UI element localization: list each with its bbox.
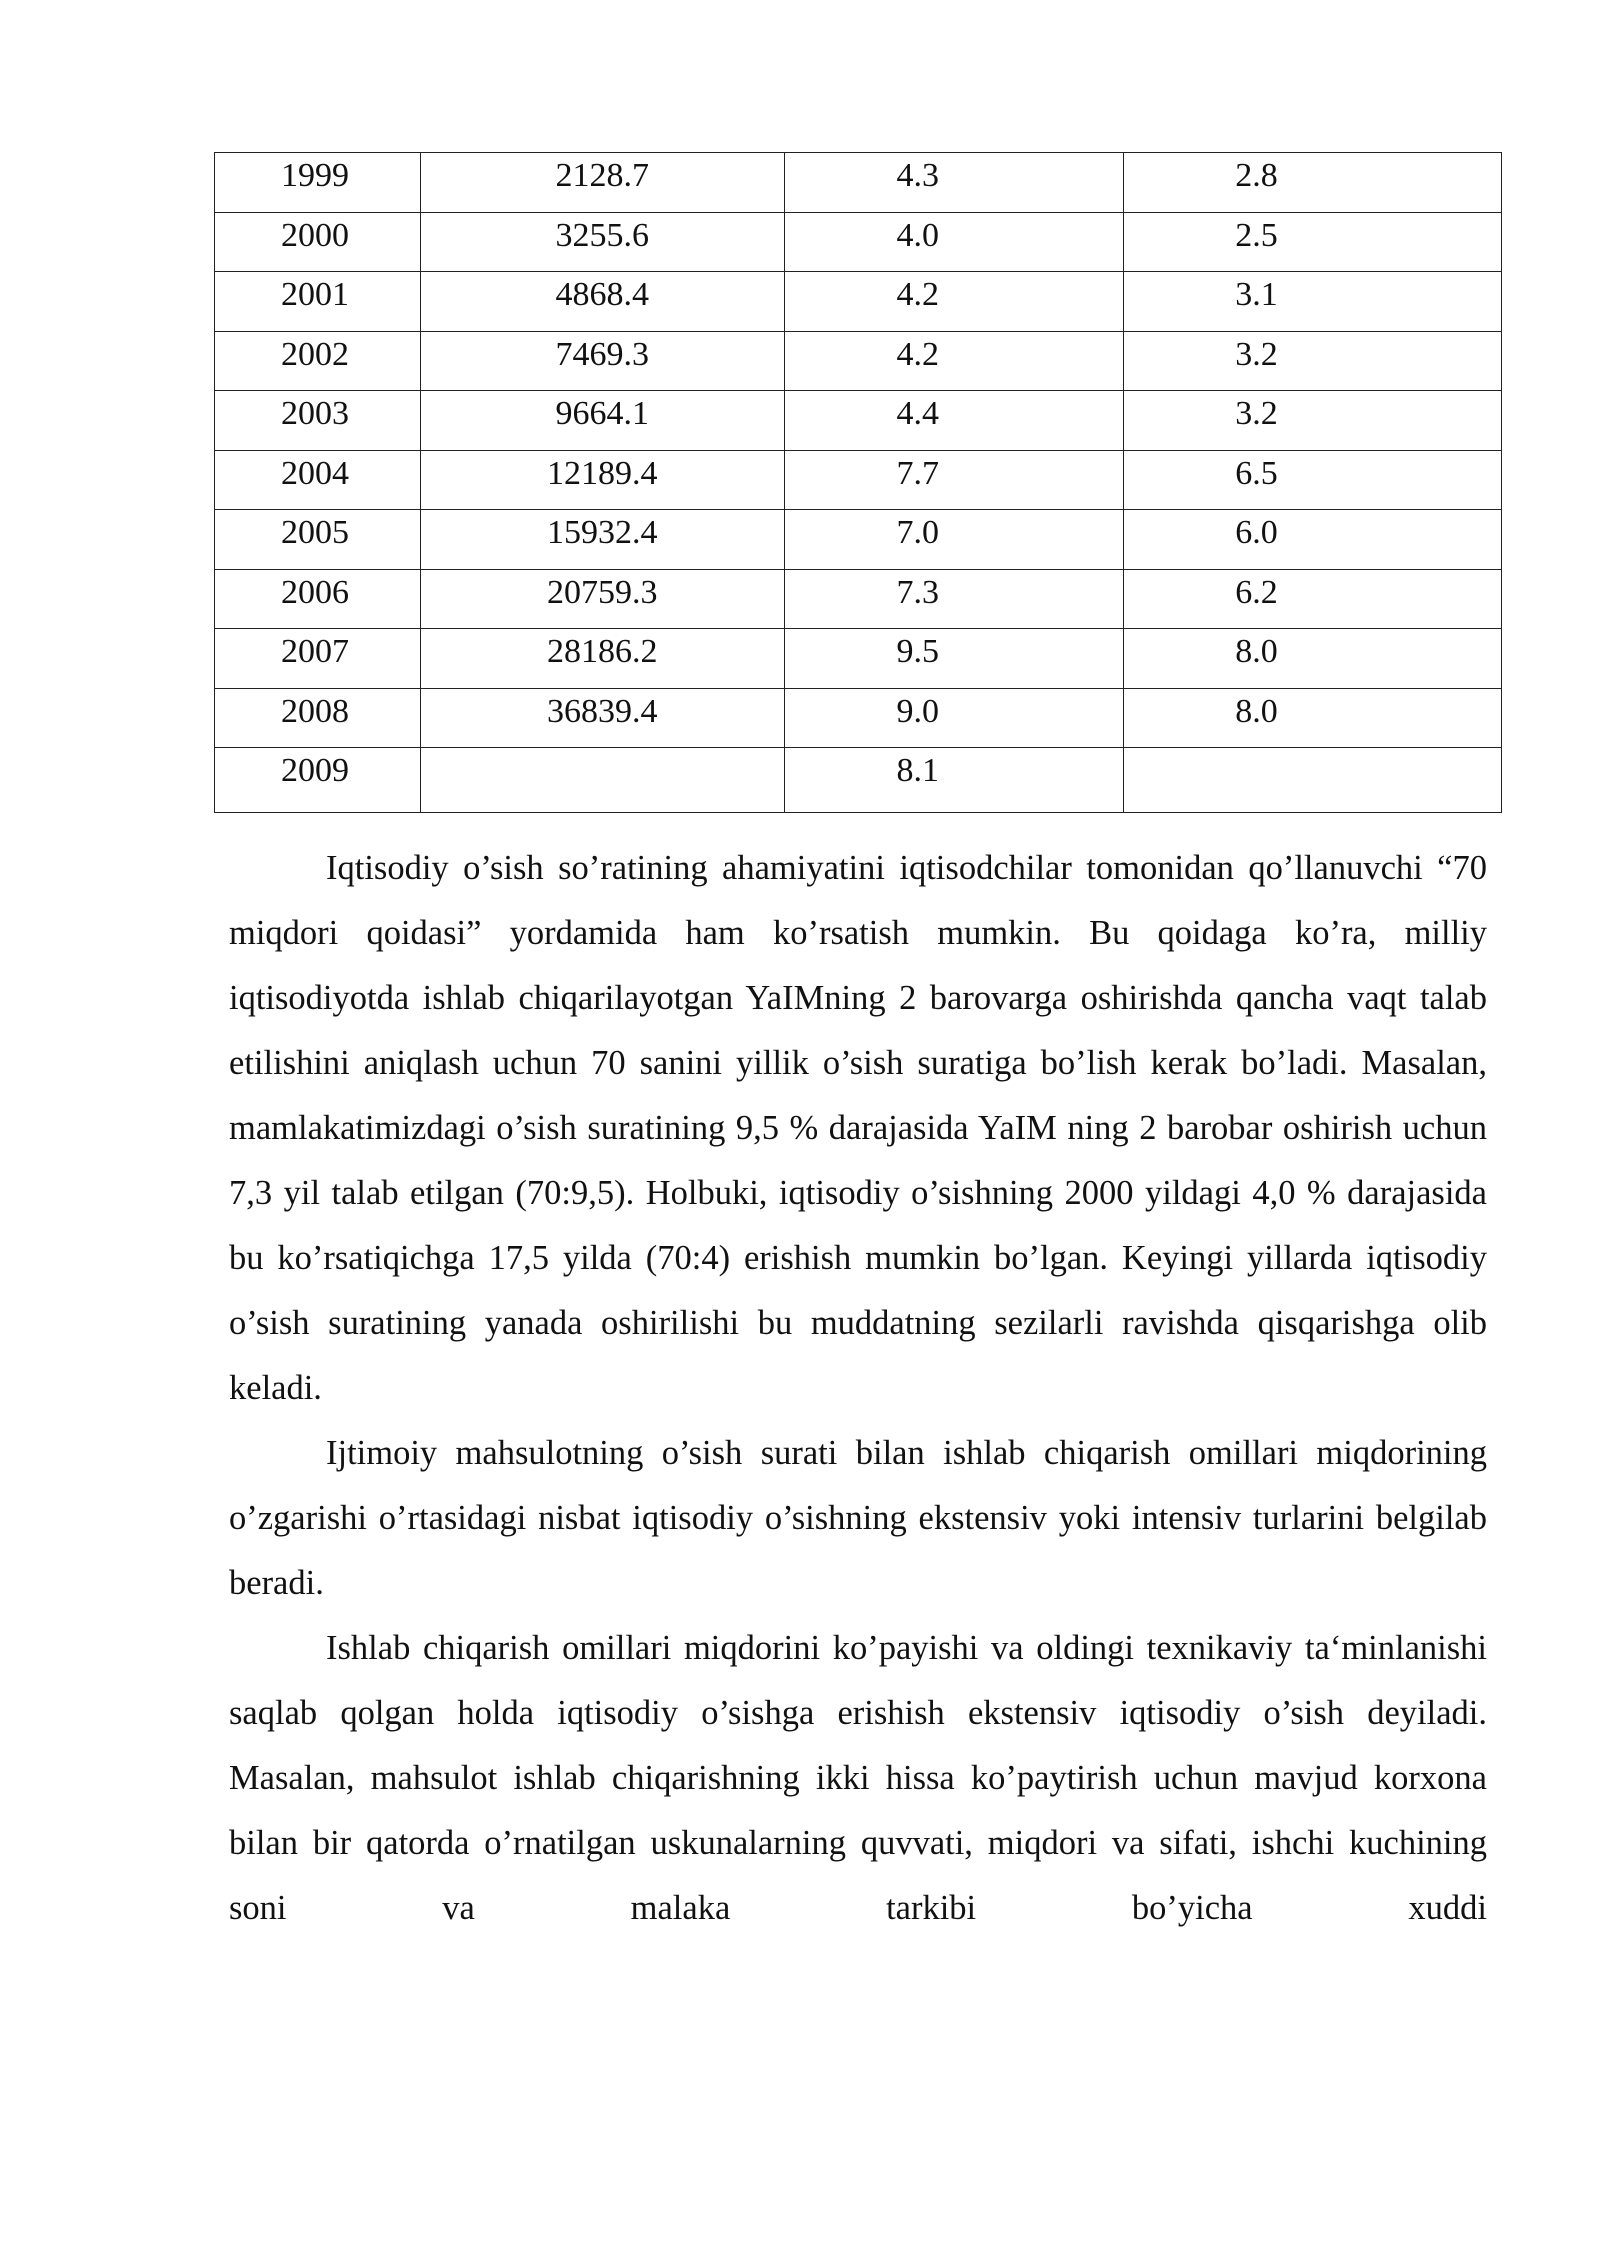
table-cell: 28186.2	[420, 629, 784, 689]
paragraph-extensive-intensive: Ijtimoiy mahsulotning o’sish surati bilan ishlab chiqarish omillari miqdorining o’zgarishi o’rtasidagi nisbat iqtisodiy o’sishning ekstensiv yoki intensiv turlarini belgilab beradi.	[229, 1434, 1487, 1602]
table-cell: 9.0	[784, 688, 1124, 748]
table-cell: 4.0	[784, 212, 1124, 272]
table-cell: 6.5	[1124, 450, 1502, 510]
table-body	[215, 153, 1502, 813]
table-cell: 9.5	[784, 629, 1124, 689]
table-cell: 15932.4	[420, 510, 784, 570]
table-cell: 2.8	[1124, 153, 1502, 213]
table-cell: 8.1	[784, 748, 1124, 813]
table-cell: 2004	[215, 450, 421, 510]
table-cell: 20759.3	[420, 569, 784, 629]
table-cell: 7.3	[784, 569, 1124, 629]
table-row	[215, 331, 1502, 391]
table-row	[215, 450, 1502, 510]
table-cell: 6.2	[1124, 569, 1502, 629]
table-cell: 4.2	[784, 272, 1124, 332]
table-cell: 2128.7	[420, 153, 784, 213]
table-cell: 7.0	[784, 510, 1124, 570]
table-cell: 2002	[215, 331, 421, 391]
table-cell: 7.7	[784, 450, 1124, 510]
table-cell: 2001	[215, 272, 421, 332]
table-cell: 2003	[215, 391, 421, 451]
table-cell: 4.3	[784, 153, 1124, 213]
table-cell: 3255.6	[420, 212, 784, 272]
table-cell: 8.0	[1124, 688, 1502, 748]
table-row	[215, 569, 1502, 629]
table-row	[215, 391, 1502, 451]
table-cell: 2009	[215, 748, 421, 813]
table-cell: 4.2	[784, 331, 1124, 391]
table-row	[215, 510, 1502, 570]
table-cell: 2000	[215, 212, 421, 272]
table-cell: 3.2	[1124, 331, 1502, 391]
table-row	[215, 153, 1502, 213]
table-cell: 2.5	[1124, 212, 1502, 272]
table-row	[215, 748, 1502, 813]
table-cell: 8.0	[1124, 629, 1502, 689]
table-cell: 9664.1	[420, 391, 784, 451]
growth-data-table	[214, 152, 1502, 813]
paragraph-extensive-growth: Ishlab chiqarish omillari miqdorini ko’payishi va oldingi texnikaviy ta‘minlanishi saqlab qolgan holda iqtisodiy o’sishga erishish ekstensiv iqtisodiy o’sish deyiladi. Masalan, mahsulot ishlab chiqarishning ikki hissa ko’paytirish uchun mavjud korxona bilan bir qatorda o’rnatilgan uskunalarning quvvati, miqdori va sifati, ishchi kuchining soni va malaka tarkibi bo’yicha xuddi	[229, 1629, 1487, 1927]
table-row	[215, 272, 1502, 332]
table-cell: 3.1	[1124, 272, 1502, 332]
table-row	[215, 629, 1502, 689]
table-cell: 2008	[215, 688, 421, 748]
table-cell	[420, 748, 784, 813]
table-cell: 36839.4	[420, 688, 784, 748]
table-cell: 1999	[215, 153, 421, 213]
table-cell: 6.0	[1124, 510, 1502, 570]
body-text	[229, 836, 1487, 1941]
table-cell: 7469.3	[420, 331, 784, 391]
paragraph-70-rule: Iqtisodiy o’sish so’ratining ahamiyatini iqtisodchilar tomonidan qo’llanuvchi “70 miqdori qoidasi” yordamida ham ko’rsatish mumkin. Bu qoidaga ko’ra, milliy iqtisodiyotda ishlab chiqarilayotgan YaIMning 2 barovarga oshirishda qancha vaqt talab etilishini aniqlash uchun 70 sanini yillik o’sish suratiga bo’lish kerak bo’ladi. Masalan, mamlakatimizdagi o’sish suratining 9,5 % darajasida YaIM ning 2 barobar oshirish uchun 7,3 yil talab etilgan (70:9,5). Holbuki, iqtisodiy o’sishning 2000 yildagi 4,0 % darajasida bu ko’rsatiqichga 17,5 yilda (70:4) erishish mumkin bo’lgan. Keyingi yillarda iqtisodiy o’sish suratining yanada oshirilishi bu muddatning sezilarli ravishda qisqarishga olib keladi.	[229, 849, 1487, 1407]
table-cell	[1124, 748, 1502, 813]
table-cell: 2005	[215, 510, 421, 570]
table-row	[215, 212, 1502, 272]
table-cell: 12189.4	[420, 450, 784, 510]
table-cell: 4868.4	[420, 272, 784, 332]
table-cell: 2006	[215, 569, 421, 629]
table-cell: 4.4	[784, 391, 1124, 451]
table-cell: 2007	[215, 629, 421, 689]
table-row	[215, 688, 1502, 748]
table-cell: 3.2	[1124, 391, 1502, 451]
